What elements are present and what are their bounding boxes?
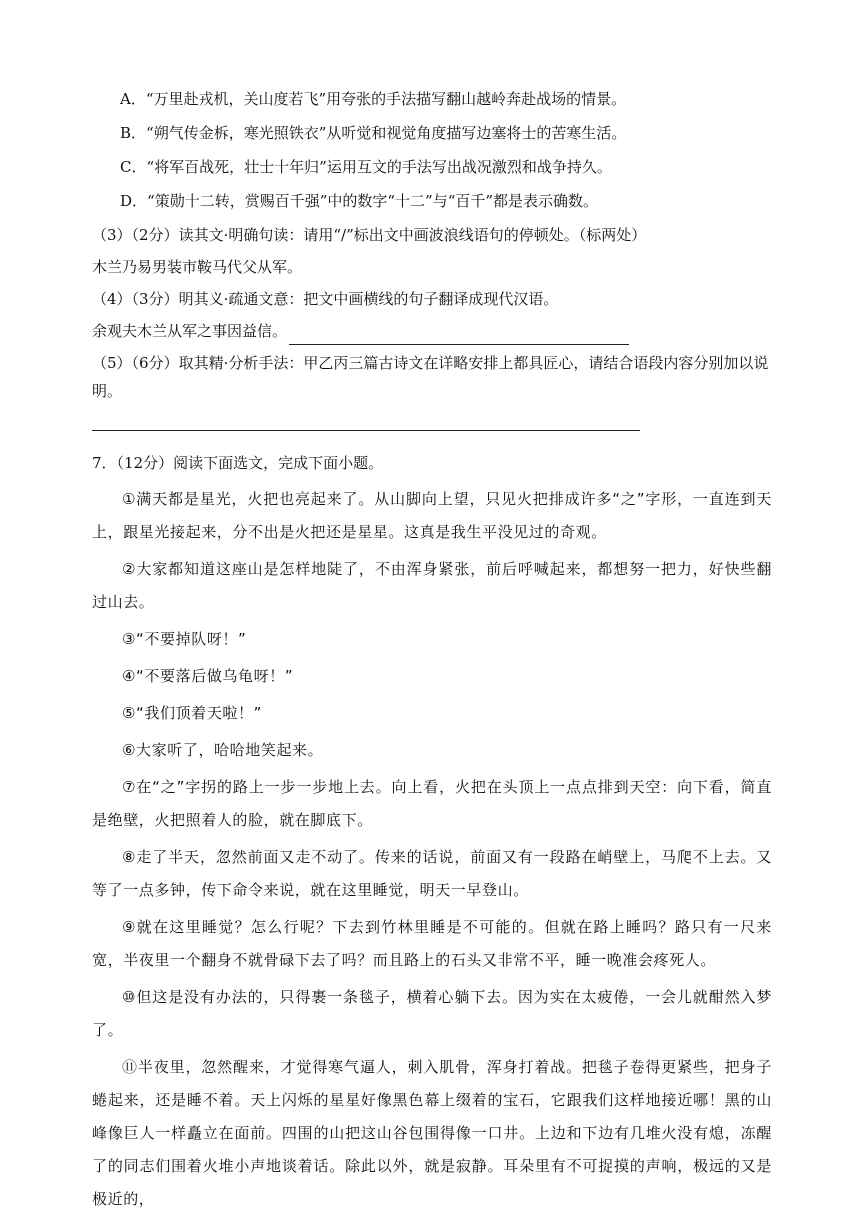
option-c: C．“将军百战死，壮士十年归”运用互文的手法写出战况激烈和战争持久。 xyxy=(120,158,612,176)
passage-paragraph-10: ⑩但这是没有办法的，只得裹一条毯子，横着心躺下去。因为实在太疲倦，一会儿就酣然入梦了。 xyxy=(92,988,772,1039)
question-3-prompt: （3）（2分）读其文·明确句读：请用“/”标出文中画波浪线语句的停顿处。（标两处） xyxy=(92,226,647,244)
question-3-sentence: 木兰乃易男装市鞍马代父从军。 xyxy=(92,258,303,276)
passage-paragraph-3: ③“不要掉队呀！” xyxy=(122,630,247,648)
passage-paragraph-2: ②大家都知道这座山是怎样地陡了，不由浑身紧张，前后呼喊起来，都想努一把力，好快些翻过山去。 xyxy=(92,560,772,611)
passage-paragraph-9: ⑨就在这里睡觉？怎么行呢？下去到竹林里睡是不可能的。但就在路上睡吗？路只有一尺来宽，半夜里一个翻身不就骨碌下去了吗？而且路上的石头又非常不平，睡一晚准会疼死人。 xyxy=(92,918,772,969)
passage-paragraph-1: ①满天都是星光，火把也亮起来了。从山脚向上望，只见火把排成许多“之”字形，一直连到天上，跟星光接起来，分不出是火把还是星星。这真是我生平没见过的奇观。 xyxy=(92,490,772,541)
question-5-answer-line[interactable] xyxy=(92,429,640,431)
passage-paragraph-11: ⑪半夜里，忽然醒来，才觉得寒气逼人，刺入肌骨，浑身打着战。把毯子卷得更紧些，把身子蜷起来，还是睡不着。天上闪烁的星星好像黑色幕上缀着的宝石，它跟我们这样地接近哪！黑的山峰像巨人一样矗立在面前。四围的山把这山谷包围得像一口井。上边和下边有几堆火没有熄，冻醒了的同志们围着火堆小声地谈着话。除此以外，就是寂静。耳朵里有不可捉摸的声响，极远的又是极近的， xyxy=(92,1058,772,1208)
passage-paragraph-4: ④“不要落后做乌龟呀！” xyxy=(122,667,294,685)
question-4-answer-row xyxy=(92,317,772,345)
page-content xyxy=(92,85,772,1220)
question-5-prompt: （5）（6分）取其精·分析手法：甲乙丙三篇古诗文在详略安排上都具匠心，请结合语段内容分别加以说明。 xyxy=(92,354,769,400)
passage-paragraph-5: ⑤“我们顶着天啦！” xyxy=(122,704,262,722)
passage-paragraph-8: ⑧走了半天，忽然前面又走不动了。传来的话说，前面又有一段路在峭壁上，马爬不上去。又等了一点多钟，传下命令来说，就在这里睡觉，明天一早登山。 xyxy=(92,848,772,899)
question-4-answer-line[interactable] xyxy=(289,326,629,345)
passage-paragraph-6: ⑥大家听了，哈哈地笑起来。 xyxy=(122,741,324,759)
question-4-sentence: 余观夫木兰从军之事因益信。 xyxy=(92,322,288,340)
question-4-prompt: （4）（3分）明其义·疏通文意：把文中画横线的句子翻译成现代汉语。 xyxy=(92,290,559,308)
question-7-heading: 7．（12分）阅读下面选文，完成下面小题。 xyxy=(92,454,384,472)
option-d: D．“策勋十二转，赏赐百千强”中的数字“十二”与“百千”都是表示确数。 xyxy=(120,192,599,210)
option-a: A．“万里赴戎机，关山度若飞”用夸张的手法描写翻山越岭奔赴战场的情景。 xyxy=(120,90,627,108)
passage-paragraph-7: ⑦在“之”字拐的路上一步一步地上去。向上看，火把在头顶上一点点排到天空：向下看，简直是绝壁，火把照着人的脸，就在脚底下。 xyxy=(92,778,772,829)
option-b: B．“朔气传金柝，寒光照铁衣”从听觉和视觉角度描写边塞将士的苦寒生活。 xyxy=(120,124,627,142)
